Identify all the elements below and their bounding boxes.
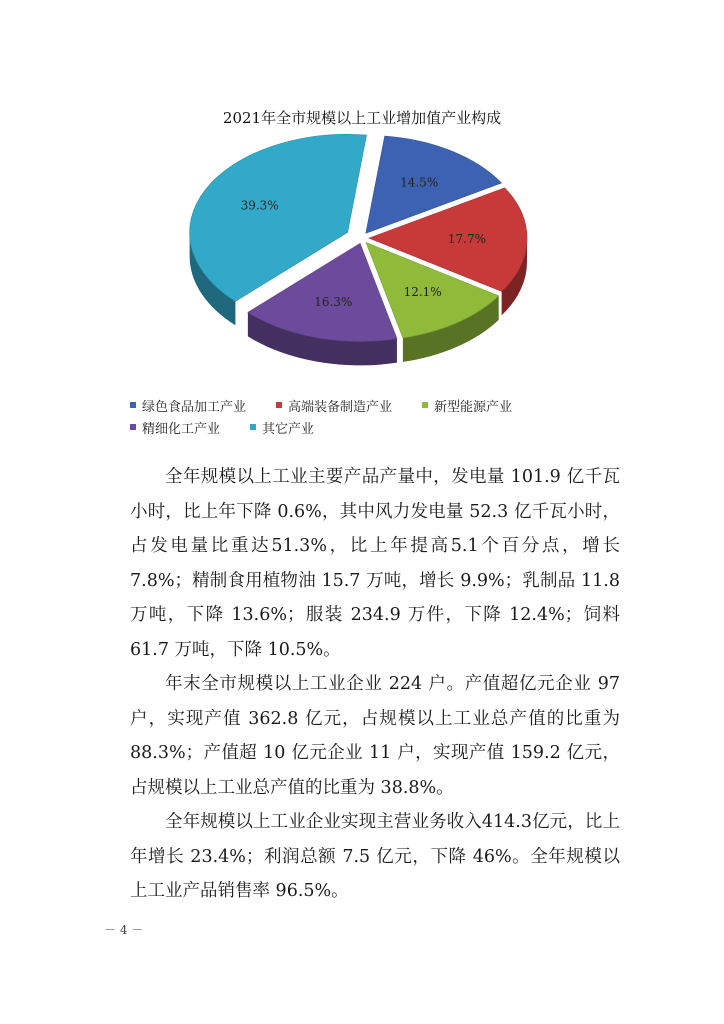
legend-label: 新型能源产业 xyxy=(434,399,513,415)
chart-title: 2021年全市规模以上工业增加值产业构成 xyxy=(222,109,502,127)
body-text xyxy=(130,460,620,909)
pie-data-label: 14.5% xyxy=(400,175,439,190)
legend-item-energy xyxy=(422,396,512,415)
pie-data-label: 12.1% xyxy=(403,285,442,300)
pie-data-label: 17.7% xyxy=(447,232,487,247)
legend-item-other xyxy=(250,418,314,437)
legend-swatch xyxy=(250,424,256,430)
legend-swatch xyxy=(130,424,136,430)
legend-label: 高端装备制造产业 xyxy=(288,399,393,415)
legend-label: 绿色食品加工产业 xyxy=(142,399,247,415)
legend-item-chemical xyxy=(130,418,220,437)
paragraph-revenue: 全年规模以上工业企业实现主营业务收入414.3亿元，比上年增长 23.4%；利润总额 7.5 亿元，下降 46%。全年规模以上工业产品销售率 96.5%。 xyxy=(130,812,620,901)
paragraph-enterprises: 年末全市规模以上工业企业 224 户。产值超亿元企业 97 户，实现产值 362.8 亿元，占规模以上工业总产值的比重为 88.3%；产值超 10 亿元企业 11 户，实现产值 159.2 亿元，占规模以上工业总产值的比重为 38.8%。 xyxy=(130,674,620,798)
legend-item-green-food xyxy=(130,396,246,415)
legend-swatch xyxy=(422,402,428,408)
legend-label: 精细化工产业 xyxy=(142,421,221,437)
pie-chart xyxy=(0,130,724,380)
chart-legend xyxy=(130,394,610,438)
legend-swatch xyxy=(276,402,282,408)
legend-swatch xyxy=(130,402,136,408)
paragraph-industrial-output: 全年规模以上工业主要产品产量中，发电量 101.9 亿千瓦小时，比上年下降 0.6%，其中风力发电量 52.3 亿千瓦小时，占发电量比重达51.3%，比上年提高5.1个百分点，增长7.8%；精制食用植物油 15.7 万吨，增长 9.9%；乳制品 11.8 万吨，下降 13.6%；服装 234.9 万件，下降 12.4%；饲料 61.7 万吨，下降 10.5%。 xyxy=(130,467,620,660)
pie-data-label: 16.3% xyxy=(314,294,353,309)
legend-label: 其它产业 xyxy=(262,421,315,437)
legend-item-equipment xyxy=(276,396,392,415)
page-number: － 4 － xyxy=(104,923,144,937)
pie-data-label: 39.3% xyxy=(240,198,279,213)
